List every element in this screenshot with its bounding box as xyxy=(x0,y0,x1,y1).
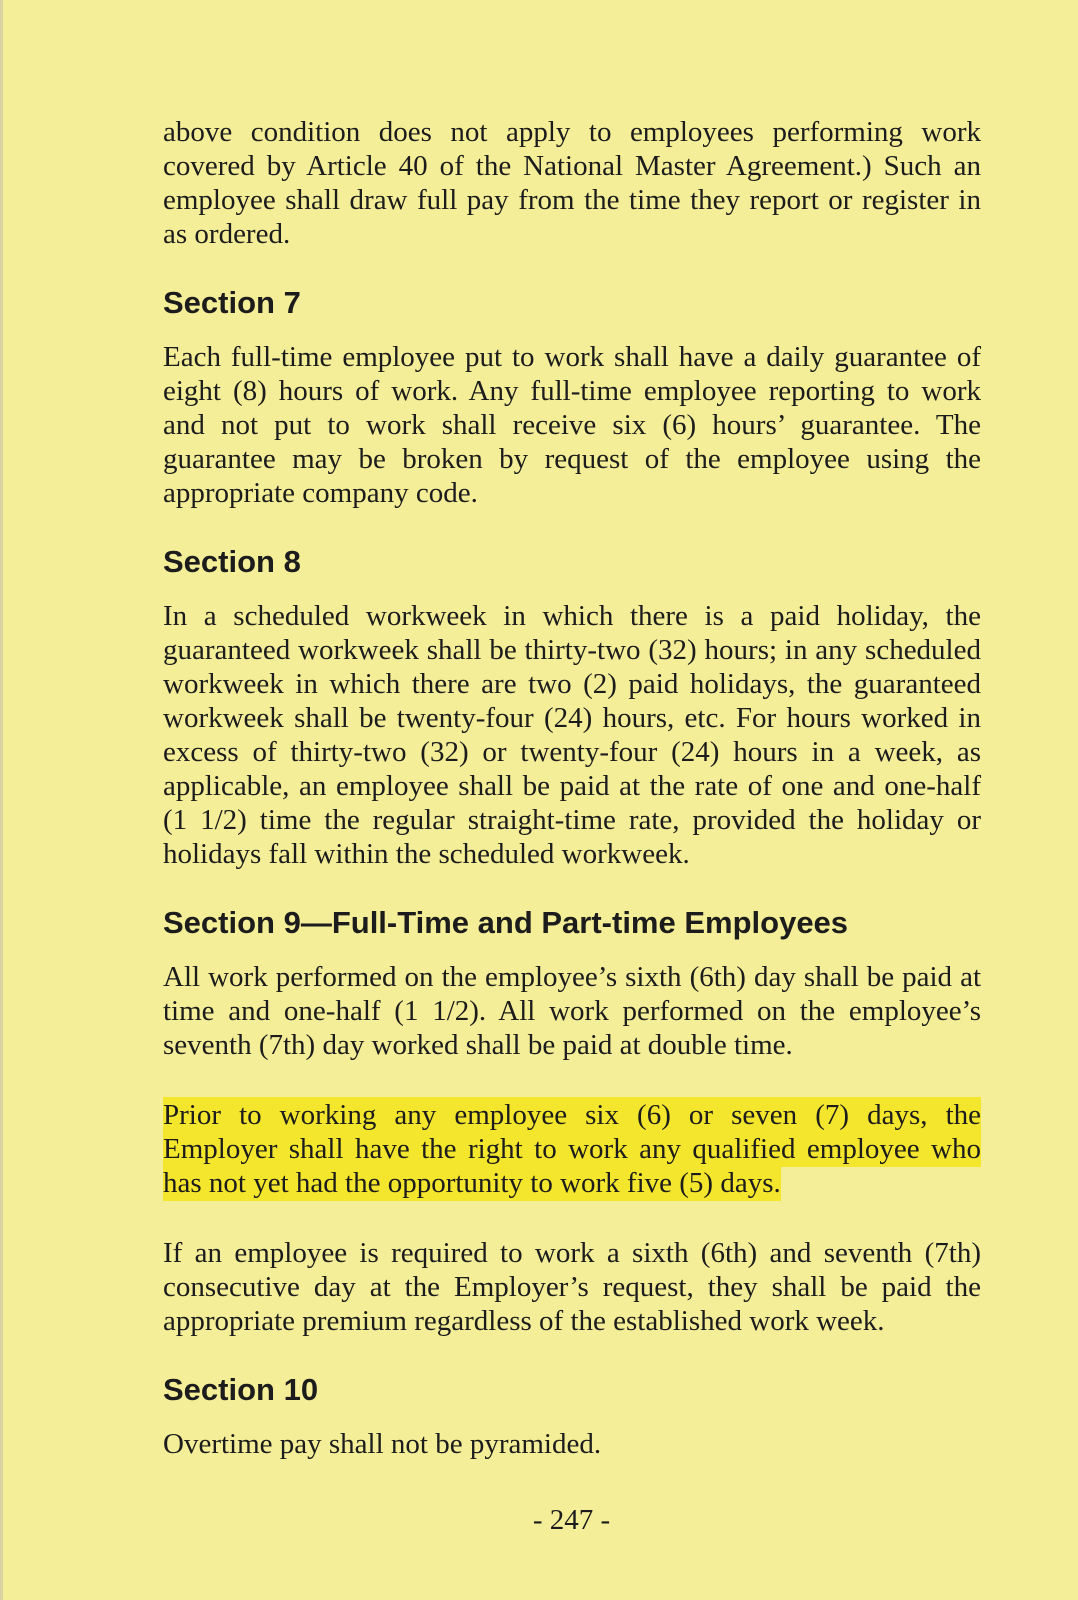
highlighted-text: Prior to working any employee six (6) or seven (7) days, the Employer shall have the right to work any qualified employee who has not yet had the opportunity to work five (5) days. xyxy=(163,1099,981,1199)
section-9-heading: Section 9—Full-Time and Part-time Employees xyxy=(163,905,849,940)
paragraph-continuation: above condition does not apply to employees performing work covered by Article 40 of the National Master Agreement.) Such an employee shall draw full pay from the time they report or register in as ordered. xyxy=(163,116,981,250)
section-9-body-1: All work performed on the employee’s sixth (6th) day shall be paid at time and one-half (1 1/2). All work performed on the employee’s seventh (7th) day worked shall be paid at double time. xyxy=(163,961,981,1061)
section-7-heading: Section 7 xyxy=(163,285,301,320)
section-9-body-2-highlighted xyxy=(163,1098,981,1200)
section-9-body-3: If an employee is required to work a sixth (6th) and seventh (7th) consecutive day at the Employer’s request, they shall be paid the appropriate premium regardless of the established work week. xyxy=(163,1237,981,1337)
section-8-heading: Section 8 xyxy=(163,544,301,579)
section-10-body: Overtime pay shall not be pyramided. xyxy=(163,1428,602,1460)
section-8-body: In a scheduled workweek in which there is a paid holiday, the guaranteed workweek shall be thirty-two (32) hours; in any scheduled workweek in which there are two (2) paid holidays, the guaranteed workweek shall be twenty-four (24) hours, etc. For hours worked in excess of thirty-two (32) or twenty-four (24) hours in a week, as applicable, an employee shall be paid at the rate of one and one-half (1 1/2) time the regular straight-time rate, provided the holiday or holidays fall within the scheduled workweek. xyxy=(163,600,981,870)
page-edge xyxy=(0,0,3,1600)
section-7-body: Each full-time employee put to work shall have a daily guarantee of eight (8) hours of work. Any full-time employee reporting to work and not put to work shall receive six (6) hours’ guarantee. The guarantee may be broken by request of the employee using the appropriate company code. xyxy=(163,341,981,509)
section-10-heading: Section 10 xyxy=(163,1372,319,1407)
page-number: - 247 - xyxy=(532,1504,611,1536)
document-page xyxy=(163,115,981,1461)
